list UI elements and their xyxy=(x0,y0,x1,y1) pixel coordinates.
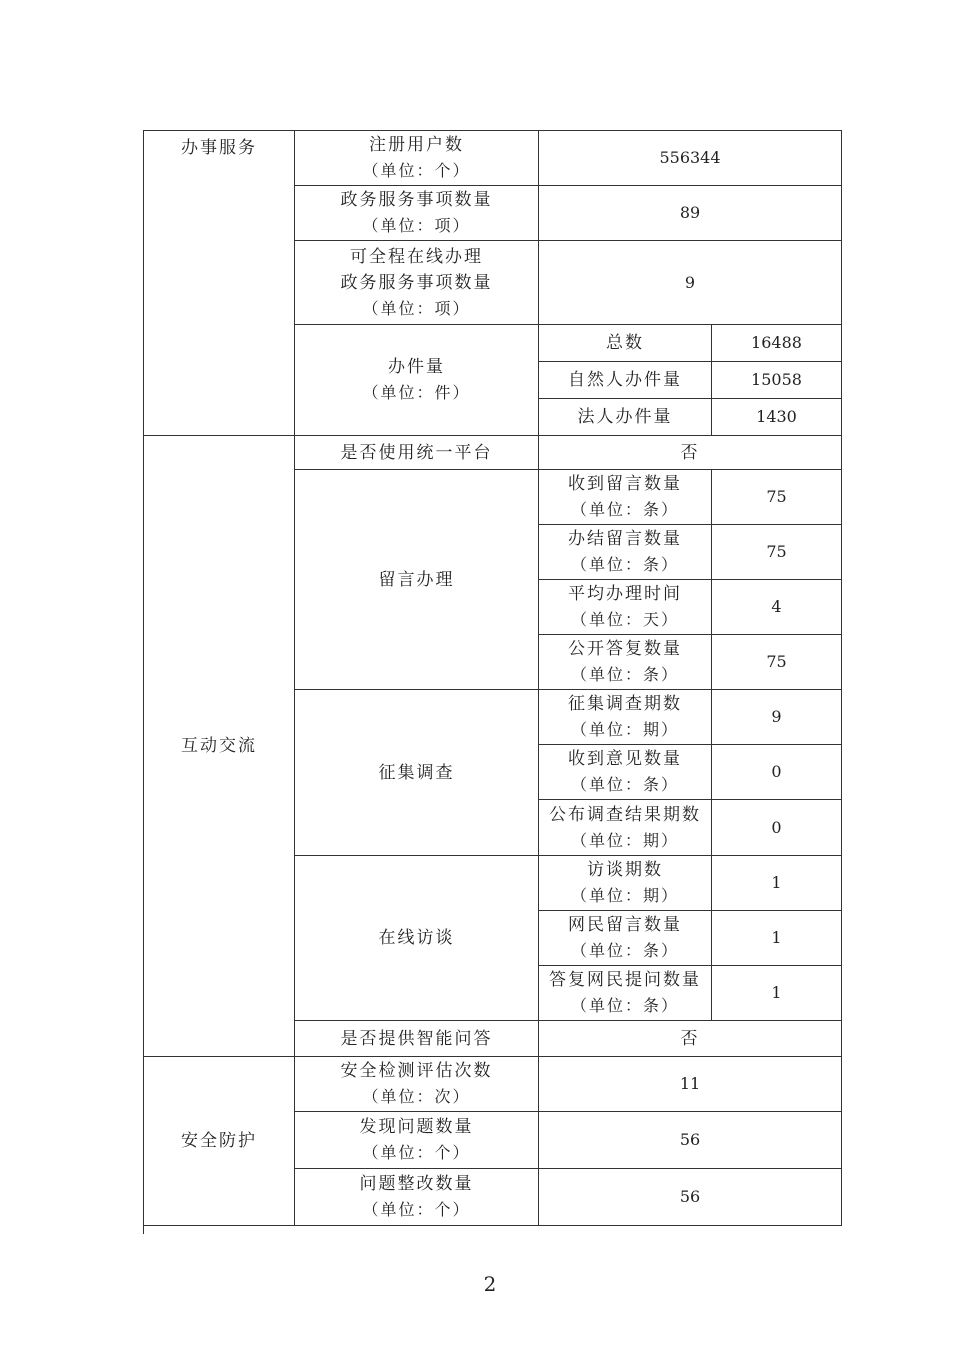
service-items-value: 89 xyxy=(679,203,701,222)
messages-closed-label: 办结留言数量 xyxy=(568,529,682,549)
smart-qa-label: 是否提供智能问答 xyxy=(340,1028,493,1049)
registered-users-value: 556344 xyxy=(659,148,721,167)
section-security xyxy=(144,1057,295,1226)
surveys-opinions-label-cell xyxy=(539,745,712,800)
section-interaction xyxy=(144,436,295,1057)
messages-closed-label-cell xyxy=(539,525,712,580)
messages-public-reply-label-cell xyxy=(539,635,712,690)
interviews-messages-label-cell xyxy=(539,911,712,966)
cases-total-value-cell xyxy=(712,325,842,362)
surveys-results-unit: （单位：期） xyxy=(570,830,679,850)
messages-avg-time-unit: （单位：天） xyxy=(570,610,679,629)
security-assessments-value-cell xyxy=(539,1057,842,1112)
service-items-unit: （单位：项） xyxy=(362,216,471,235)
registered-users-label-cell xyxy=(295,131,539,186)
messages-received-unit: （单位：条） xyxy=(570,500,679,519)
surveys-results-value-cell xyxy=(712,800,842,856)
online-items-value: 9 xyxy=(684,272,696,292)
online-items-unit: （单位：项） xyxy=(362,298,471,318)
online-items-label-line1: 可全程在线办理 xyxy=(350,246,483,267)
security-issues-found-label-cell xyxy=(295,1112,539,1169)
service-items-label-cell xyxy=(295,186,539,241)
unified-platform-label-cell xyxy=(295,436,539,470)
registered-users-label: 注册用户数 xyxy=(369,135,464,155)
messages-closed-value: 75 xyxy=(766,542,787,561)
surveys-periods-value: 9 xyxy=(771,707,782,726)
online-items-label-line2: 政务服务事项数量 xyxy=(340,272,493,293)
cases-total-label-cell xyxy=(539,325,712,362)
unified-platform-value: 否 xyxy=(680,442,700,463)
surveys-results-value: 0 xyxy=(771,817,782,837)
messages-closed-unit: （单位：条） xyxy=(570,555,679,574)
surveys-opinions-value: 0 xyxy=(771,762,782,781)
unified-platform-value-cell xyxy=(539,436,842,470)
section-service-label: 办事服务 xyxy=(181,138,257,158)
messages-avg-time-value: 4 xyxy=(771,597,782,616)
security-issues-fixed-label-cell xyxy=(295,1169,539,1226)
cases-legal-label-cell xyxy=(539,399,712,436)
interviews-messages-unit: （单位：条） xyxy=(570,941,679,960)
security-issues-fixed-unit: （单位：个） xyxy=(362,1200,471,1219)
security-issues-fixed-value: 56 xyxy=(679,1187,701,1206)
section-interaction-label: 互动交流 xyxy=(181,736,257,756)
cases-natural-label-cell xyxy=(539,362,712,399)
interviews-messages-label: 网民留言数量 xyxy=(568,915,682,935)
cases-total-value: 16488 xyxy=(751,333,802,352)
smart-qa-value-cell xyxy=(539,1021,842,1057)
security-assessments-label: 安全检测评估次数 xyxy=(340,1061,493,1081)
surveys-group-label: 征集调查 xyxy=(378,762,455,783)
cases-natural-value-cell xyxy=(712,362,842,399)
interviews-replies-label: 答复网民提问数量 xyxy=(549,970,701,990)
messages-received-value: 75 xyxy=(766,487,787,506)
interviews-replies-unit: （单位：条） xyxy=(570,996,679,1015)
interviews-group-label: 在线访谈 xyxy=(378,928,455,948)
surveys-opinions-label: 收到意见数量 xyxy=(568,749,682,769)
registered-users-value-cell xyxy=(539,131,842,186)
security-assessments-label-cell xyxy=(295,1057,539,1112)
messages-avg-time-label-cell xyxy=(539,580,712,635)
interviews-replies-value-cell xyxy=(712,966,842,1021)
smart-qa-value: 否 xyxy=(680,1028,700,1049)
statistics-table xyxy=(143,130,842,1234)
messages-received-label-cell xyxy=(539,470,712,525)
surveys-periods-label-cell xyxy=(539,690,712,745)
cases-total-label: 总数 xyxy=(606,333,644,353)
section-security-label: 安全防护 xyxy=(181,1131,257,1151)
messages-public-reply-unit: （单位：条） xyxy=(570,665,679,684)
surveys-periods-unit: （单位：期） xyxy=(570,720,679,739)
surveys-results-label-cell xyxy=(539,800,712,856)
interviews-periods-value-cell xyxy=(712,856,842,911)
section-service xyxy=(144,131,295,436)
interviews-periods-unit: （单位：期） xyxy=(570,886,679,905)
surveys-periods-value-cell xyxy=(712,690,842,745)
surveys-group-cell xyxy=(295,690,539,856)
interviews-replies-value: 1 xyxy=(771,983,782,1002)
interviews-periods-value: 1 xyxy=(771,873,782,892)
messages-avg-time-value-cell xyxy=(712,580,842,635)
security-issues-fixed-value-cell xyxy=(539,1169,842,1226)
smart-qa-label-cell xyxy=(295,1021,539,1057)
interviews-group-cell xyxy=(295,856,539,1021)
security-assessments-value: 11 xyxy=(679,1074,701,1093)
messages-group-label: 留言办理 xyxy=(378,569,455,590)
cases-label-cell xyxy=(295,325,539,436)
surveys-opinions-value-cell xyxy=(712,745,842,800)
messages-received-value-cell xyxy=(712,470,842,525)
security-issues-found-unit: （单位：个） xyxy=(362,1143,471,1162)
interviews-periods-label-cell xyxy=(539,856,712,911)
security-issues-found-label: 发现问题数量 xyxy=(359,1117,474,1137)
cases-label: 办件量 xyxy=(388,357,445,377)
messages-public-reply-value: 75 xyxy=(766,652,787,671)
cases-natural-label: 自然人办件量 xyxy=(568,370,682,390)
online-items-value-cell xyxy=(539,241,842,325)
cases-natural-value: 15058 xyxy=(751,370,802,389)
interviews-replies-label-cell xyxy=(539,966,712,1021)
service-items-label: 政务服务事项数量 xyxy=(340,190,493,210)
surveys-opinions-unit: （单位：条） xyxy=(570,775,679,794)
messages-public-reply-value-cell xyxy=(712,635,842,690)
cases-legal-value-cell xyxy=(712,399,842,436)
security-assessments-unit: （单位：次） xyxy=(362,1087,471,1106)
interviews-messages-value: 1 xyxy=(771,928,782,947)
interviews-periods-label: 访谈期数 xyxy=(587,860,663,880)
cases-unit: （单位：件） xyxy=(362,383,471,402)
security-issues-found-value: 56 xyxy=(679,1130,701,1149)
cases-legal-label: 法人办件量 xyxy=(577,407,673,427)
interviews-messages-value-cell xyxy=(712,911,842,966)
unified-platform-label: 是否使用统一平台 xyxy=(340,442,493,463)
messages-closed-value-cell xyxy=(712,525,842,580)
online-items-label-cell xyxy=(295,241,539,325)
surveys-results-label: 公布调查结果期数 xyxy=(549,804,701,825)
messages-received-label: 收到留言数量 xyxy=(568,474,682,494)
registered-users-unit: （单位：个） xyxy=(362,161,471,180)
messages-public-reply-label: 公开答复数量 xyxy=(568,639,682,659)
service-items-value-cell xyxy=(539,186,842,241)
surveys-periods-label: 征集调查期数 xyxy=(568,694,682,714)
messages-group-cell xyxy=(295,470,539,690)
security-issues-fixed-label: 问题整改数量 xyxy=(359,1174,474,1194)
messages-avg-time-label: 平均办理时间 xyxy=(568,584,682,604)
security-issues-found-value-cell xyxy=(539,1112,842,1169)
cases-legal-value: 1430 xyxy=(756,407,797,426)
page-number: 2 xyxy=(483,1272,497,1296)
